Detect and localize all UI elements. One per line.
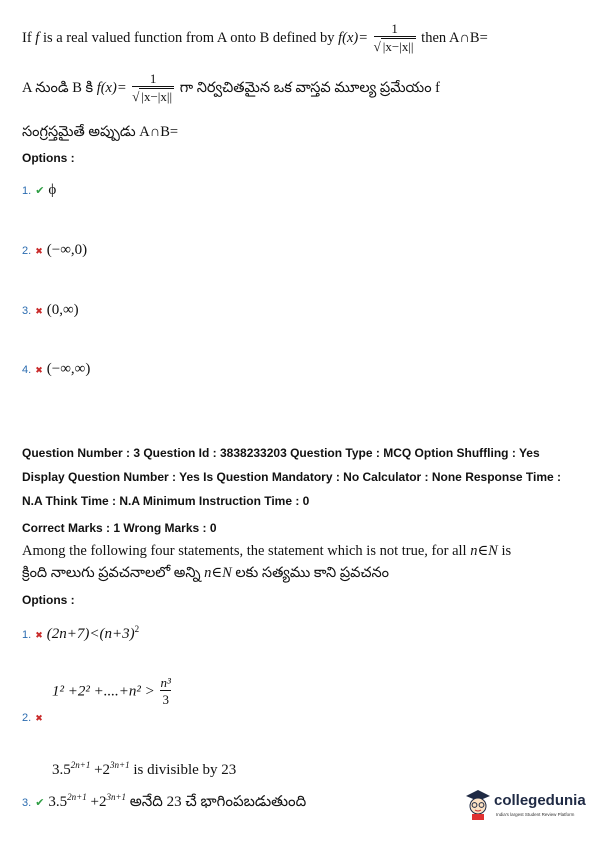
option-3[interactable]: 3. ✖ (0,∞) [22,302,79,318]
wrong-cross-icon: ✖ [35,306,43,316]
wrong-cross-icon: ✖ [35,713,43,723]
graduate-avatar-icon [464,788,492,820]
correct-check-icon: ✔ [35,185,45,197]
question-text-english: If f is a real valued function from A onto B defined by f(x)= $\frac{1}{√ |x-|x||}$ then A∩B= [22,21,488,54]
q3-option-2[interactable]: 2. ✖ [22,712,43,724]
q3-text-english: Among the following four statements, the statement which is not true, for all n∈N is [22,543,512,559]
logo-tagline: India's largest Student Review Platform [496,812,575,817]
option-4[interactable]: 4. ✖ (−∞,∞) [22,361,91,377]
q3-option-1[interactable]: 1. ✖ $(2n+7)<(n+3)^2$ [22,624,140,642]
question-text-telugu-line2: సంగ్రస్తమైతే అప్పుడు A∩B= [22,124,179,140]
collegedunia-logo [464,784,589,828]
question-meta: Question Number : 3 Question Id : 3838233203 Question Type : MCQ Option Shuffling : Yes Display Question Number : Yes Is Question Mandatory : No Calculator : None Response Time : N.A Think Time : N.A Minimum Instruction Time : 0 [22,446,561,508]
correct-check-icon: ✔ [35,797,45,809]
q3-text-telugu: క్రింది నాలుగు ప్రవచనాలలో అన్ని n∈N లకు సత్యము కాని ప్రవచనం [22,565,390,581]
fraction-telugu: $\frac{1}{√ |x-|x||}$ [132,71,173,104]
fraction: $\frac{1}{√ |x-|x||}$ [373,21,414,54]
options-label: Options : [22,151,75,165]
logo-name: collegedunia [494,792,586,809]
option-1[interactable]: 1. ✔ ϕ [22,182,57,198]
function-f: f [35,29,40,46]
q3-option-3[interactable]: 3. ✔ $3.5^{2n+1} +2^{3n+1}$ అనేది 23 చే భాగింపబడుతుంది [22,792,307,810]
q3-option-2-expression: 1² +2² +....+n² > $\frac{\text{n³}}{3}$ [52,675,171,707]
marks-info: Correct Marks : 1 Wrong Marks : 0 [22,521,217,535]
wrong-cross-icon: ✖ [35,365,43,375]
question-text-telugu: A నుండి B కి f(x)= $\frac{1}{√ |x-|x||}$ గా నిర్వచితమైన ఒక వాస్తవ మూల్య ప్రమేయం f [22,71,441,104]
option-2[interactable]: 2. ✖ (−∞,0) [22,242,88,258]
options-label-q3: Options : [22,593,75,607]
fraction-n-cubed: $\frac{\text{n³}}{3}$ [160,675,171,707]
wrong-cross-icon: ✖ [35,630,43,640]
q3-option-3-english: $3.5^{2n+1} +2^{3n+1}$ is divisible by 23 [52,760,237,778]
fx-label: f(x)= [338,29,369,46]
wrong-cross-icon: ✖ [35,246,43,256]
